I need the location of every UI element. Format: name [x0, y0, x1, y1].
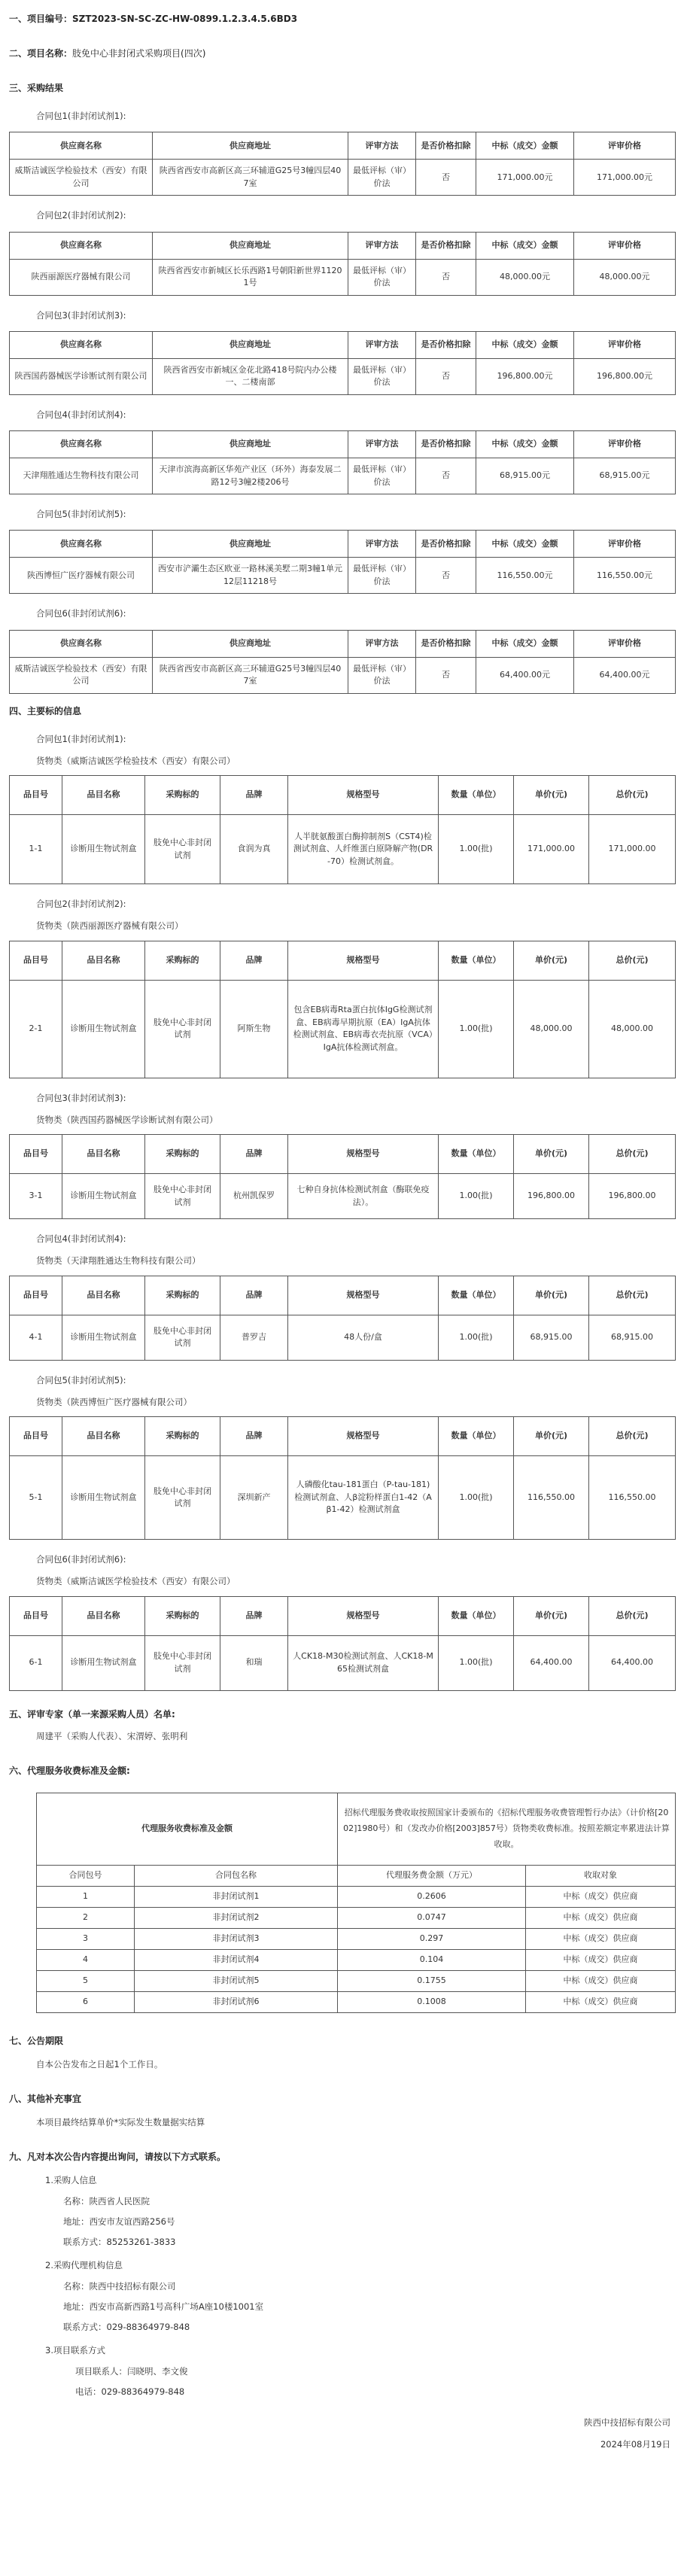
column-header: 采购标的	[145, 1596, 220, 1635]
review-method: 最低评标（审）价法	[348, 558, 416, 594]
section-experts: 五、评审专家（单一来源采购人员）名单:	[9, 1708, 175, 1720]
column-header: 总价(元)	[589, 776, 676, 815]
table-row	[10, 259, 676, 295]
column-header: 规格型号	[288, 1135, 439, 1174]
review-price: 116,550.00元	[574, 558, 676, 594]
item-unit-price: 196,800.00	[514, 1174, 589, 1219]
table-header-row	[10, 331, 676, 358]
column-header: 评审价格	[574, 331, 676, 358]
package-label: 合同包2(非封闭试剂2):	[36, 899, 126, 909]
review-method: 最低评标（审）价法	[348, 458, 416, 494]
agency-fee-table	[36, 1793, 676, 2013]
table-header-row	[10, 1596, 676, 1635]
column-header: 品目号	[10, 1276, 62, 1315]
column-header: 合同包名称	[135, 1865, 338, 1886]
table-row	[10, 815, 676, 884]
supplier-name: 陕西国药器械医学诊断试剂有限公司	[10, 358, 153, 394]
signature-date: 2024年08月19日	[600, 2439, 670, 2450]
review-price: 48,000.00元	[574, 259, 676, 295]
item-unit-price: 64,400.00	[514, 1635, 589, 1690]
column-header: 品目名称	[62, 941, 145, 980]
fee-amount: 0.1755	[338, 1970, 526, 1991]
table-row	[10, 160, 676, 196]
column-header: 单价(元)	[514, 941, 589, 980]
item-total-price: 48,000.00	[589, 980, 676, 1078]
item-unit-price: 171,000.00	[514, 815, 589, 884]
contact-agency-phone: 联系方式：029-88364979-848	[63, 2322, 190, 2332]
fee-package-no: 2	[37, 1907, 135, 1928]
supplier-name: 天津翔胜通达生物科技有限公司	[10, 458, 153, 494]
table-row	[37, 1949, 676, 1970]
fee-package-no: 3	[37, 1928, 135, 1949]
item-target: 肢免中心非封闭试剂	[145, 980, 220, 1078]
column-header: 总价(元)	[589, 1135, 676, 1174]
column-header: 数量（单位）	[439, 1596, 514, 1635]
package-label: 合同包1(非封闭试剂1):	[36, 733, 126, 744]
fee-amount: 0.104	[338, 1949, 526, 1970]
table-header-row	[10, 531, 676, 558]
table-header-row	[10, 1417, 676, 1456]
procurement-results-body	[9, 110, 675, 694]
item-spec: 人CK18-M30检测试剂盒、人CK18-M65检测试剂盒	[288, 1635, 439, 1690]
award-amount: 48,000.00元	[476, 259, 574, 295]
column-header: 合同包号	[37, 1865, 135, 1886]
column-header: 规格型号	[288, 1596, 439, 1635]
item-quantity: 1.00(批)	[439, 1635, 514, 1690]
item-total-price: 68,915.00	[589, 1315, 676, 1360]
review-price: 196,800.00元	[574, 358, 676, 394]
table-row	[10, 458, 676, 494]
section-other-matters: 八、其他补充事宜	[9, 2094, 82, 2104]
column-header: 评审方法	[348, 531, 416, 558]
column-header: 采购标的	[145, 1417, 220, 1456]
item-category: 诊断用生物试剂盒	[62, 815, 145, 884]
item-target: 肢免中心非封闭试剂	[145, 1456, 220, 1540]
contact-purchaser-name: 名称：陕西省人民医院	[63, 2195, 150, 2206]
fee-package-name: 非封闭试剂6	[135, 1991, 338, 2012]
review-price: 64,400.00元	[574, 657, 676, 693]
column-header: 中标（成交）金额	[476, 232, 574, 259]
column-header: 评审方法	[348, 431, 416, 458]
column-header: 品目名称	[62, 776, 145, 815]
price-deduction: 否	[416, 558, 476, 594]
package-label: 合同包5(非封闭试剂5):	[36, 1374, 126, 1385]
package-label: 合同包3(非封闭试剂3):	[36, 309, 126, 321]
column-header: 供应商地址	[153, 132, 348, 160]
item-table	[9, 941, 676, 1078]
column-header: 评审价格	[574, 431, 676, 458]
table-row	[10, 1456, 676, 1540]
column-header: 品目名称	[62, 1135, 145, 1174]
fee-package-no: 6	[37, 1991, 135, 2012]
fee-standard-label: 代理服务收费标准及金额	[37, 1793, 338, 1865]
column-header: 供应商名称	[10, 431, 153, 458]
table-row	[10, 657, 676, 693]
item-brand: 普罗吉	[220, 1315, 288, 1360]
column-header: 供应商名称	[10, 531, 153, 558]
supplier-address: 陕西省西安市新城区长乐西路1号朝阳新世界11201号	[153, 259, 348, 295]
contact-project-head: 3.项目联系方式	[45, 2345, 105, 2356]
contact-purchaser-phone: 联系方式：85253261-3833	[63, 2237, 176, 2247]
column-header: 中标（成交）金额	[476, 630, 574, 657]
column-header: 供应商名称	[10, 630, 153, 657]
fee-package-name: 非封闭试剂4	[135, 1949, 338, 1970]
table-header-row	[10, 630, 676, 657]
item-brand: 阿斯生物	[220, 980, 288, 1078]
column-header: 品牌	[220, 1135, 288, 1174]
supplier-table	[9, 331, 676, 395]
column-header: 规格型号	[288, 776, 439, 815]
table-header-row	[37, 1865, 676, 1886]
item-number: 1-1	[10, 815, 62, 884]
column-header: 评审价格	[574, 232, 676, 259]
column-header: 规格型号	[288, 1276, 439, 1315]
column-header: 供应商地址	[153, 431, 348, 458]
item-category: 诊断用生物试剂盒	[62, 1635, 145, 1690]
item-number: 2-1	[10, 980, 62, 1078]
item-spec: 48人份/盒	[288, 1315, 439, 1360]
item-unit-price: 116,550.00	[514, 1456, 589, 1540]
column-header: 品目号	[10, 1596, 62, 1635]
column-header: 采购标的	[145, 1276, 220, 1315]
column-header: 品牌	[220, 776, 288, 815]
price-deduction: 否	[416, 358, 476, 394]
column-header: 采购标的	[145, 941, 220, 980]
notice-period-text: 自本公告发布之日起1个工作日。	[36, 2058, 163, 2070]
column-header: 数量（单位）	[439, 1276, 514, 1315]
fee-package-name: 非封闭试剂3	[135, 1928, 338, 1949]
section-main-items: 四、主要标的信息	[9, 705, 82, 716]
column-header: 评审价格	[574, 531, 676, 558]
item-number: 3-1	[10, 1174, 62, 1219]
item-number: 4-1	[10, 1315, 62, 1360]
item-total-price: 64,400.00	[589, 1635, 676, 1690]
price-deduction: 否	[416, 657, 476, 693]
table-row	[10, 1315, 676, 1360]
contact-project-people: 项目联系人：闫晓明、李文俊	[75, 2365, 188, 2377]
supplier-table	[9, 530, 676, 594]
column-header: 评审方法	[348, 132, 416, 160]
fee-package-name: 非封闭试剂5	[135, 1970, 338, 1991]
column-header: 评审方法	[348, 232, 416, 259]
fee-payer: 中标（成交）供应商	[526, 1928, 676, 1949]
column-header: 规格型号	[288, 1417, 439, 1456]
package-vendor: 货物类（天津翔胜通达生物科技有限公司）	[36, 1255, 201, 1267]
award-amount: 64,400.00元	[476, 657, 574, 693]
item-number: 5-1	[10, 1456, 62, 1540]
review-price: 68,915.00元	[574, 458, 676, 494]
column-header: 供应商名称	[10, 132, 153, 160]
fee-payer: 中标（成交）供应商	[526, 1970, 676, 1991]
item-quantity: 1.00(批)	[439, 1456, 514, 1540]
column-header: 数量（单位）	[439, 776, 514, 815]
column-header: 供应商地址	[153, 531, 348, 558]
fee-amount: 0.0747	[338, 1907, 526, 1928]
column-header: 总价(元)	[589, 1596, 676, 1635]
fee-package-no: 1	[37, 1886, 135, 1907]
contact-project-phone: 电话：029-88364979-848	[75, 2386, 185, 2397]
section-agency-fee: 六、代理服务收费标准及金额:	[9, 1765, 130, 1776]
review-method: 最低评标（审）价法	[348, 259, 416, 295]
supplier-address: 陕西省西安市新城区金花北路418号院内办公楼一、二楼南部	[153, 358, 348, 394]
column-header: 评审价格	[574, 630, 676, 657]
package-vendor: 货物类（陕西丽源医疗器械有限公司）	[36, 920, 184, 932]
contact-agency-address: 地址：西安市高新西路1号高科广场A座10楼1001室	[63, 2301, 264, 2312]
column-header: 单价(元)	[514, 1417, 589, 1456]
signature-org: 陕西中技招标有限公司	[584, 2417, 670, 2428]
table-row	[37, 1928, 676, 1949]
column-header: 数量（单位）	[439, 1417, 514, 1456]
fee-payer: 中标（成交）供应商	[526, 1991, 676, 2012]
package-vendor: 货物类（陕西博恒广医疗器械有限公司）	[36, 1396, 192, 1407]
package-vendor: 货物类（威斯洁诚医学检验技术（西安）有限公司）	[36, 755, 236, 766]
fee-amount: 0.297	[338, 1928, 526, 1949]
supplier-address: 陕西省西安市高新区高三环辅道G25号3幢四层407室	[153, 657, 348, 693]
item-table	[9, 1276, 676, 1361]
column-header: 品目号	[10, 1135, 62, 1174]
package-vendor: 货物类（威斯洁诚医学检验技术（西安）有限公司）	[36, 1576, 236, 1587]
column-header: 中标（成交）金额	[476, 132, 574, 160]
item-total-price: 171,000.00	[589, 815, 676, 884]
item-table	[9, 775, 676, 884]
column-header: 单价(元)	[514, 776, 589, 815]
item-target: 肢免中心非封闭试剂	[145, 1635, 220, 1690]
item-unit-price: 68,915.00	[514, 1315, 589, 1360]
column-header: 数量（单位）	[439, 1135, 514, 1174]
table-row	[10, 358, 676, 394]
supplier-table	[9, 430, 676, 494]
fee-amount: 0.1008	[338, 1991, 526, 2012]
column-header: 供应商名称	[10, 331, 153, 358]
column-header: 中标（成交）金额	[476, 531, 574, 558]
award-amount: 116,550.00元	[476, 558, 574, 594]
fee-amount: 0.2606	[338, 1886, 526, 1907]
column-header: 数量（单位）	[439, 941, 514, 980]
supplier-address: 天津市滨海高新区华苑产业区（环外）海泰发展二路12号3幢2楼206号	[153, 458, 348, 494]
section-notice-period: 七、公告期限	[9, 2035, 64, 2046]
item-total-price: 116,550.00	[589, 1456, 676, 1540]
fee-payer: 中标（成交）供应商	[526, 1886, 676, 1907]
review-method: 最低评标（审）价法	[348, 358, 416, 394]
package-label: 合同包4(非封闭试剂4):	[36, 409, 126, 420]
column-header: 总价(元)	[589, 941, 676, 980]
column-header: 是否价格扣除	[416, 331, 476, 358]
fee-payer: 中标（成交）供应商	[526, 1949, 676, 1970]
item-table	[9, 1134, 676, 1219]
supplier-name: 威斯洁诚医学检验技术（西安）有限公司	[10, 657, 153, 693]
column-header: 是否价格扣除	[416, 431, 476, 458]
column-header: 代理服务费金额（万元）	[338, 1865, 526, 1886]
item-category: 诊断用生物试剂盒	[62, 980, 145, 1078]
price-deduction: 否	[416, 458, 476, 494]
column-header: 品目名称	[62, 1596, 145, 1635]
item-quantity: 1.00(批)	[439, 1174, 514, 1219]
contact-purchaser-head: 1.采购人信息	[45, 2175, 97, 2186]
table-row	[10, 1174, 676, 1219]
supplier-name: 威斯洁诚医学检验技术（西安）有限公司	[10, 160, 153, 196]
column-header: 总价(元)	[589, 1417, 676, 1456]
column-header: 总价(元)	[589, 1276, 676, 1315]
item-table	[9, 1596, 676, 1691]
project-number: 一、项目编号：SZT2023-SN-SC-ZC-HW-0899.1.2.3.4.5.6BD3	[9, 14, 298, 24]
column-header: 供应商地址	[153, 630, 348, 657]
package-label: 合同包5(非封闭试剂5):	[36, 509, 126, 519]
fee-standard-text: 招标代理服务费收取按照国家计委颁布的《招标代理服务收费管理暂行办法》（计价格[2002]1980号）和（发改办价格[2003]857号）货物类收费标准。按照差额定率累进法计算收取。	[338, 1793, 676, 1865]
table-row	[37, 1970, 676, 1991]
item-target: 肢免中心非封闭试剂	[145, 1174, 220, 1219]
supplier-table	[9, 132, 676, 196]
award-amount: 196,800.00元	[476, 358, 574, 394]
fee-package-name: 非封闭试剂2	[135, 1907, 338, 1928]
table-row	[37, 1991, 676, 2012]
column-header: 品目名称	[62, 1417, 145, 1456]
column-header: 评审方法	[348, 331, 416, 358]
package-label: 合同包6(非封闭试剂6):	[36, 1554, 126, 1565]
column-header: 收取对象	[526, 1865, 676, 1886]
contact-agency-name: 名称：陕西中技招标有限公司	[63, 2280, 176, 2292]
contact-agency-head: 2.采购代理机构信息	[45, 2260, 123, 2271]
column-header: 采购标的	[145, 1135, 220, 1174]
table-row	[10, 558, 676, 594]
table-row	[37, 1886, 676, 1907]
price-deduction: 否	[416, 160, 476, 196]
item-brand: 和瑞	[220, 1635, 288, 1690]
column-header: 供应商地址	[153, 331, 348, 358]
column-header: 供应商名称	[10, 232, 153, 259]
column-header: 品目号	[10, 941, 62, 980]
review-method: 最低评标（审）价法	[348, 657, 416, 693]
column-header: 是否价格扣除	[416, 132, 476, 160]
table-row	[10, 980, 676, 1078]
other-matters-text: 本项目最终结算单价*实际发生数量据实结算	[36, 2117, 205, 2127]
item-total-price: 196,800.00	[589, 1174, 676, 1219]
item-spec: 人半胱氨酸蛋白酶抑制剂S（CST4)检测试剂盒、人纤维蛋白原降解产物(DR-70）检测试剂盒。	[288, 815, 439, 884]
table-row	[37, 1907, 676, 1928]
package-label: 合同包1(非封闭试剂1):	[36, 111, 126, 121]
column-header: 供应商地址	[153, 232, 348, 259]
item-quantity: 1.00(批)	[439, 1315, 514, 1360]
supplier-address: 陕西省西安市高新区高三环辅道G25号3幢四层407室	[153, 160, 348, 196]
table-header-row	[10, 1276, 676, 1315]
item-brand: 食润为真	[220, 815, 288, 884]
fee-package-no: 4	[37, 1949, 135, 1970]
table-header-row	[10, 1135, 676, 1174]
item-quantity: 1.00(批)	[439, 815, 514, 884]
item-category: 诊断用生物试剂盒	[62, 1456, 145, 1540]
table-header-row	[10, 132, 676, 160]
column-header: 规格型号	[288, 941, 439, 980]
column-header: 单价(元)	[514, 1596, 589, 1635]
column-header: 品牌	[220, 1276, 288, 1315]
column-header: 品牌	[220, 1596, 288, 1635]
column-header: 采购标的	[145, 776, 220, 815]
contact-purchaser-address: 地址：西安市友谊西路256号	[63, 2216, 175, 2227]
item-spec: 七种自身抗体检测试剂盒（酶联免疫法）。	[288, 1174, 439, 1219]
column-header: 是否价格扣除	[416, 531, 476, 558]
fee-package-no: 5	[37, 1970, 135, 1991]
review-price: 171,000.00元	[574, 160, 676, 196]
column-header: 品牌	[220, 1417, 288, 1456]
review-method: 最低评标（审）价法	[348, 160, 416, 196]
item-quantity: 1.00(批)	[439, 980, 514, 1078]
price-deduction: 否	[416, 259, 476, 295]
expert-names: 周建平（采购人代表）、宋渭婷、张明利	[36, 1730, 188, 1741]
column-header: 评审价格	[574, 132, 676, 160]
supplier-table	[9, 630, 676, 694]
fee-package-name: 非封闭试剂1	[135, 1886, 338, 1907]
project-name: 二、项目名称：肢免中心非封闭式采购项目(四次)	[9, 48, 206, 59]
item-number: 6-1	[10, 1635, 62, 1690]
column-header: 品目名称	[62, 1276, 145, 1315]
supplier-name: 陕西博恒广医疗器械有限公司	[10, 558, 153, 594]
item-target: 肢免中心非封闭试剂	[145, 1315, 220, 1360]
package-label: 合同包6(非封闭试剂6):	[36, 608, 126, 619]
table-row	[10, 1635, 676, 1690]
item-table	[9, 1416, 676, 1540]
column-header: 是否价格扣除	[416, 630, 476, 657]
column-header: 单价(元)	[514, 1276, 589, 1315]
column-header: 品目号	[10, 1417, 62, 1456]
table-header-row	[10, 776, 676, 815]
item-spec: 包含EB病毒Rta蛋白抗体IgG检测试剂盒、EB病毒早期抗原（EA）IgA抗体检测试剂盒、EB病毒衣壳抗原（VCA）IgA抗体检测试剂盒。	[288, 980, 439, 1078]
item-category: 诊断用生物试剂盒	[62, 1174, 145, 1219]
supplier-address: 西安市浐灞生态区欧亚一路林溪美墅二期3幢1单元12层11218号	[153, 558, 348, 594]
table-header-row	[10, 232, 676, 259]
column-header: 品目号	[10, 776, 62, 815]
package-label: 合同包3(非封闭试剂3):	[36, 1092, 126, 1103]
award-amount: 171,000.00元	[476, 160, 574, 196]
supplier-table	[9, 232, 676, 296]
section-contact: 九、凡对本次公告内容提出询问，请按以下方式联系。	[9, 2152, 226, 2163]
package-label: 合同包2(非封闭试剂2):	[36, 210, 126, 221]
column-header: 品牌	[220, 941, 288, 980]
item-unit-price: 48,000.00	[514, 980, 589, 1078]
supplier-name: 陕西丽源医疗器械有限公司	[10, 259, 153, 295]
column-header: 评审方法	[348, 630, 416, 657]
package-label: 合同包4(非封闭试剂4):	[36, 1233, 126, 1244]
fee-payer: 中标（成交）供应商	[526, 1907, 676, 1928]
section-procurement-results: 三、采购结果	[9, 83, 64, 93]
column-header: 是否价格扣除	[416, 232, 476, 259]
award-amount: 68,915.00元	[476, 458, 574, 494]
item-category: 诊断用生物试剂盒	[62, 1315, 145, 1360]
item-target: 肢免中心非封闭试剂	[145, 815, 220, 884]
item-brand: 杭州凯保罗	[220, 1174, 288, 1219]
column-header: 单价(元)	[514, 1135, 589, 1174]
table-header-row	[10, 431, 676, 458]
item-spec: 人磷酸化tau-181蛋白（P-tau-181)检测试剂盒、人β淀粉样蛋白1-42（Aβ1-42）检测试剂盒	[288, 1456, 439, 1540]
item-brand: 深圳新产	[220, 1456, 288, 1540]
table-header-row	[10, 941, 676, 980]
main-items-body	[9, 733, 675, 1691]
column-header: 中标（成交）金额	[476, 431, 574, 458]
package-vendor: 货物类（陕西国药器械医学诊断试剂有限公司）	[36, 1114, 218, 1125]
column-header: 中标（成交）金额	[476, 331, 574, 358]
